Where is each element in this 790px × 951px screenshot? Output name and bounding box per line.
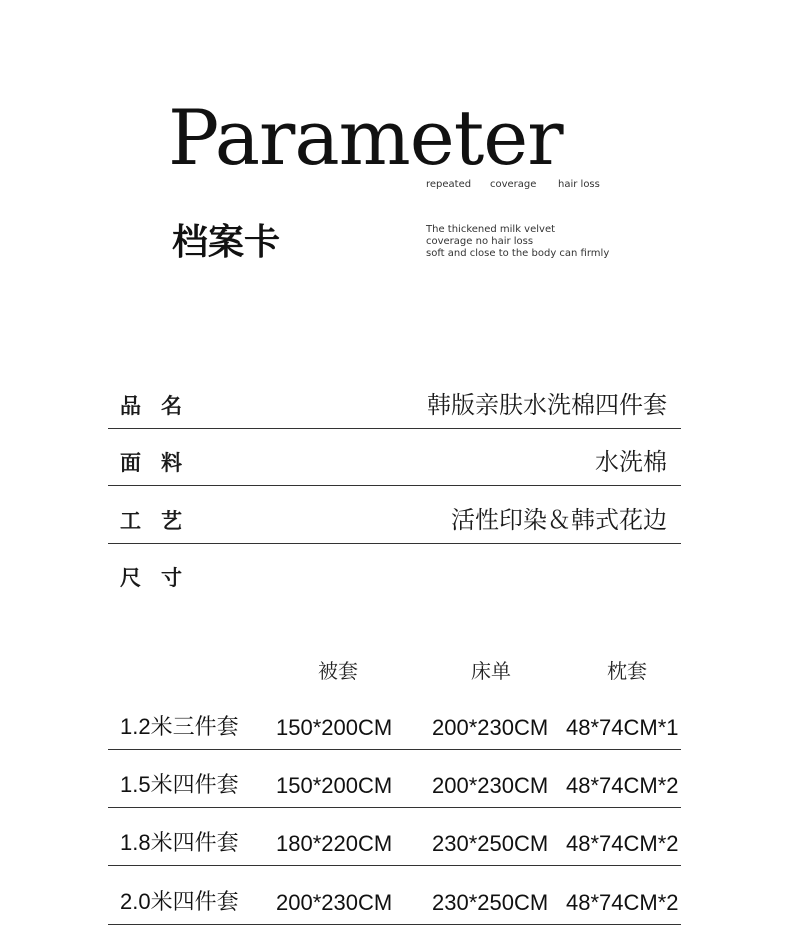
size-set-name: 1.2米三件套 xyxy=(120,714,239,739)
duvet-cover-size: 150*200CM xyxy=(276,715,393,740)
pillowcase-size: 48*74CM*1 xyxy=(566,715,679,740)
param-label: 品名 xyxy=(120,394,202,418)
bed-sheet-size: 230*250CM xyxy=(432,890,549,915)
param-row-fabric xyxy=(108,428,681,486)
description-line: soft and close to the body can firmly xyxy=(426,248,610,259)
pillowcase-size: 48*74CM*2 xyxy=(566,773,679,798)
size-table-row xyxy=(108,867,681,925)
param-value: 活性印染＆韩式花边 xyxy=(451,506,667,534)
param-label: 尺寸 xyxy=(120,566,202,590)
pillowcase-size: 48*74CM*2 xyxy=(566,890,679,915)
tag-hair-loss: hair loss xyxy=(558,179,600,190)
size-table-row xyxy=(108,692,681,750)
page-title: Parameter xyxy=(168,93,563,182)
size-table-row xyxy=(108,750,681,808)
size-header-duvet-cover: 被套 xyxy=(318,659,358,683)
tag-coverage: coverage xyxy=(490,179,537,190)
size-set-name: 1.8米四件套 xyxy=(120,830,239,855)
bed-sheet-size: 200*230CM xyxy=(432,715,549,740)
param-label: 面料 xyxy=(120,451,202,475)
size-set-name: 1.5米四件套 xyxy=(120,772,239,797)
bed-sheet-size: 200*230CM xyxy=(432,773,549,798)
page-subtitle: 档案卡 xyxy=(172,222,281,263)
pillowcase-size: 48*74CM*2 xyxy=(566,831,679,856)
description-line: The thickened milk velvet xyxy=(426,224,556,235)
param-value: 韩版亲肤水洗棉四件套 xyxy=(427,391,667,419)
description-line: coverage no hair loss xyxy=(426,236,534,247)
product-description xyxy=(426,224,609,260)
duvet-cover-size: 200*230CM xyxy=(276,890,393,915)
tag-repeated: repeated xyxy=(426,179,472,190)
size-table-row xyxy=(108,808,681,866)
param-row-product-name xyxy=(108,371,681,429)
param-row-size xyxy=(108,543,681,600)
duvet-cover-size: 150*200CM xyxy=(276,773,393,798)
param-value: 水洗棉 xyxy=(595,448,667,476)
size-header-pillowcase: 枕套 xyxy=(607,659,647,683)
size-header-bed-sheet: 床单 xyxy=(471,659,511,683)
size-set-name: 2.0米四件套 xyxy=(120,889,239,914)
duvet-cover-size: 180*220CM xyxy=(276,831,393,856)
param-row-craft xyxy=(108,486,681,544)
bed-sheet-size: 230*250CM xyxy=(432,831,549,856)
param-label: 工艺 xyxy=(120,509,202,533)
